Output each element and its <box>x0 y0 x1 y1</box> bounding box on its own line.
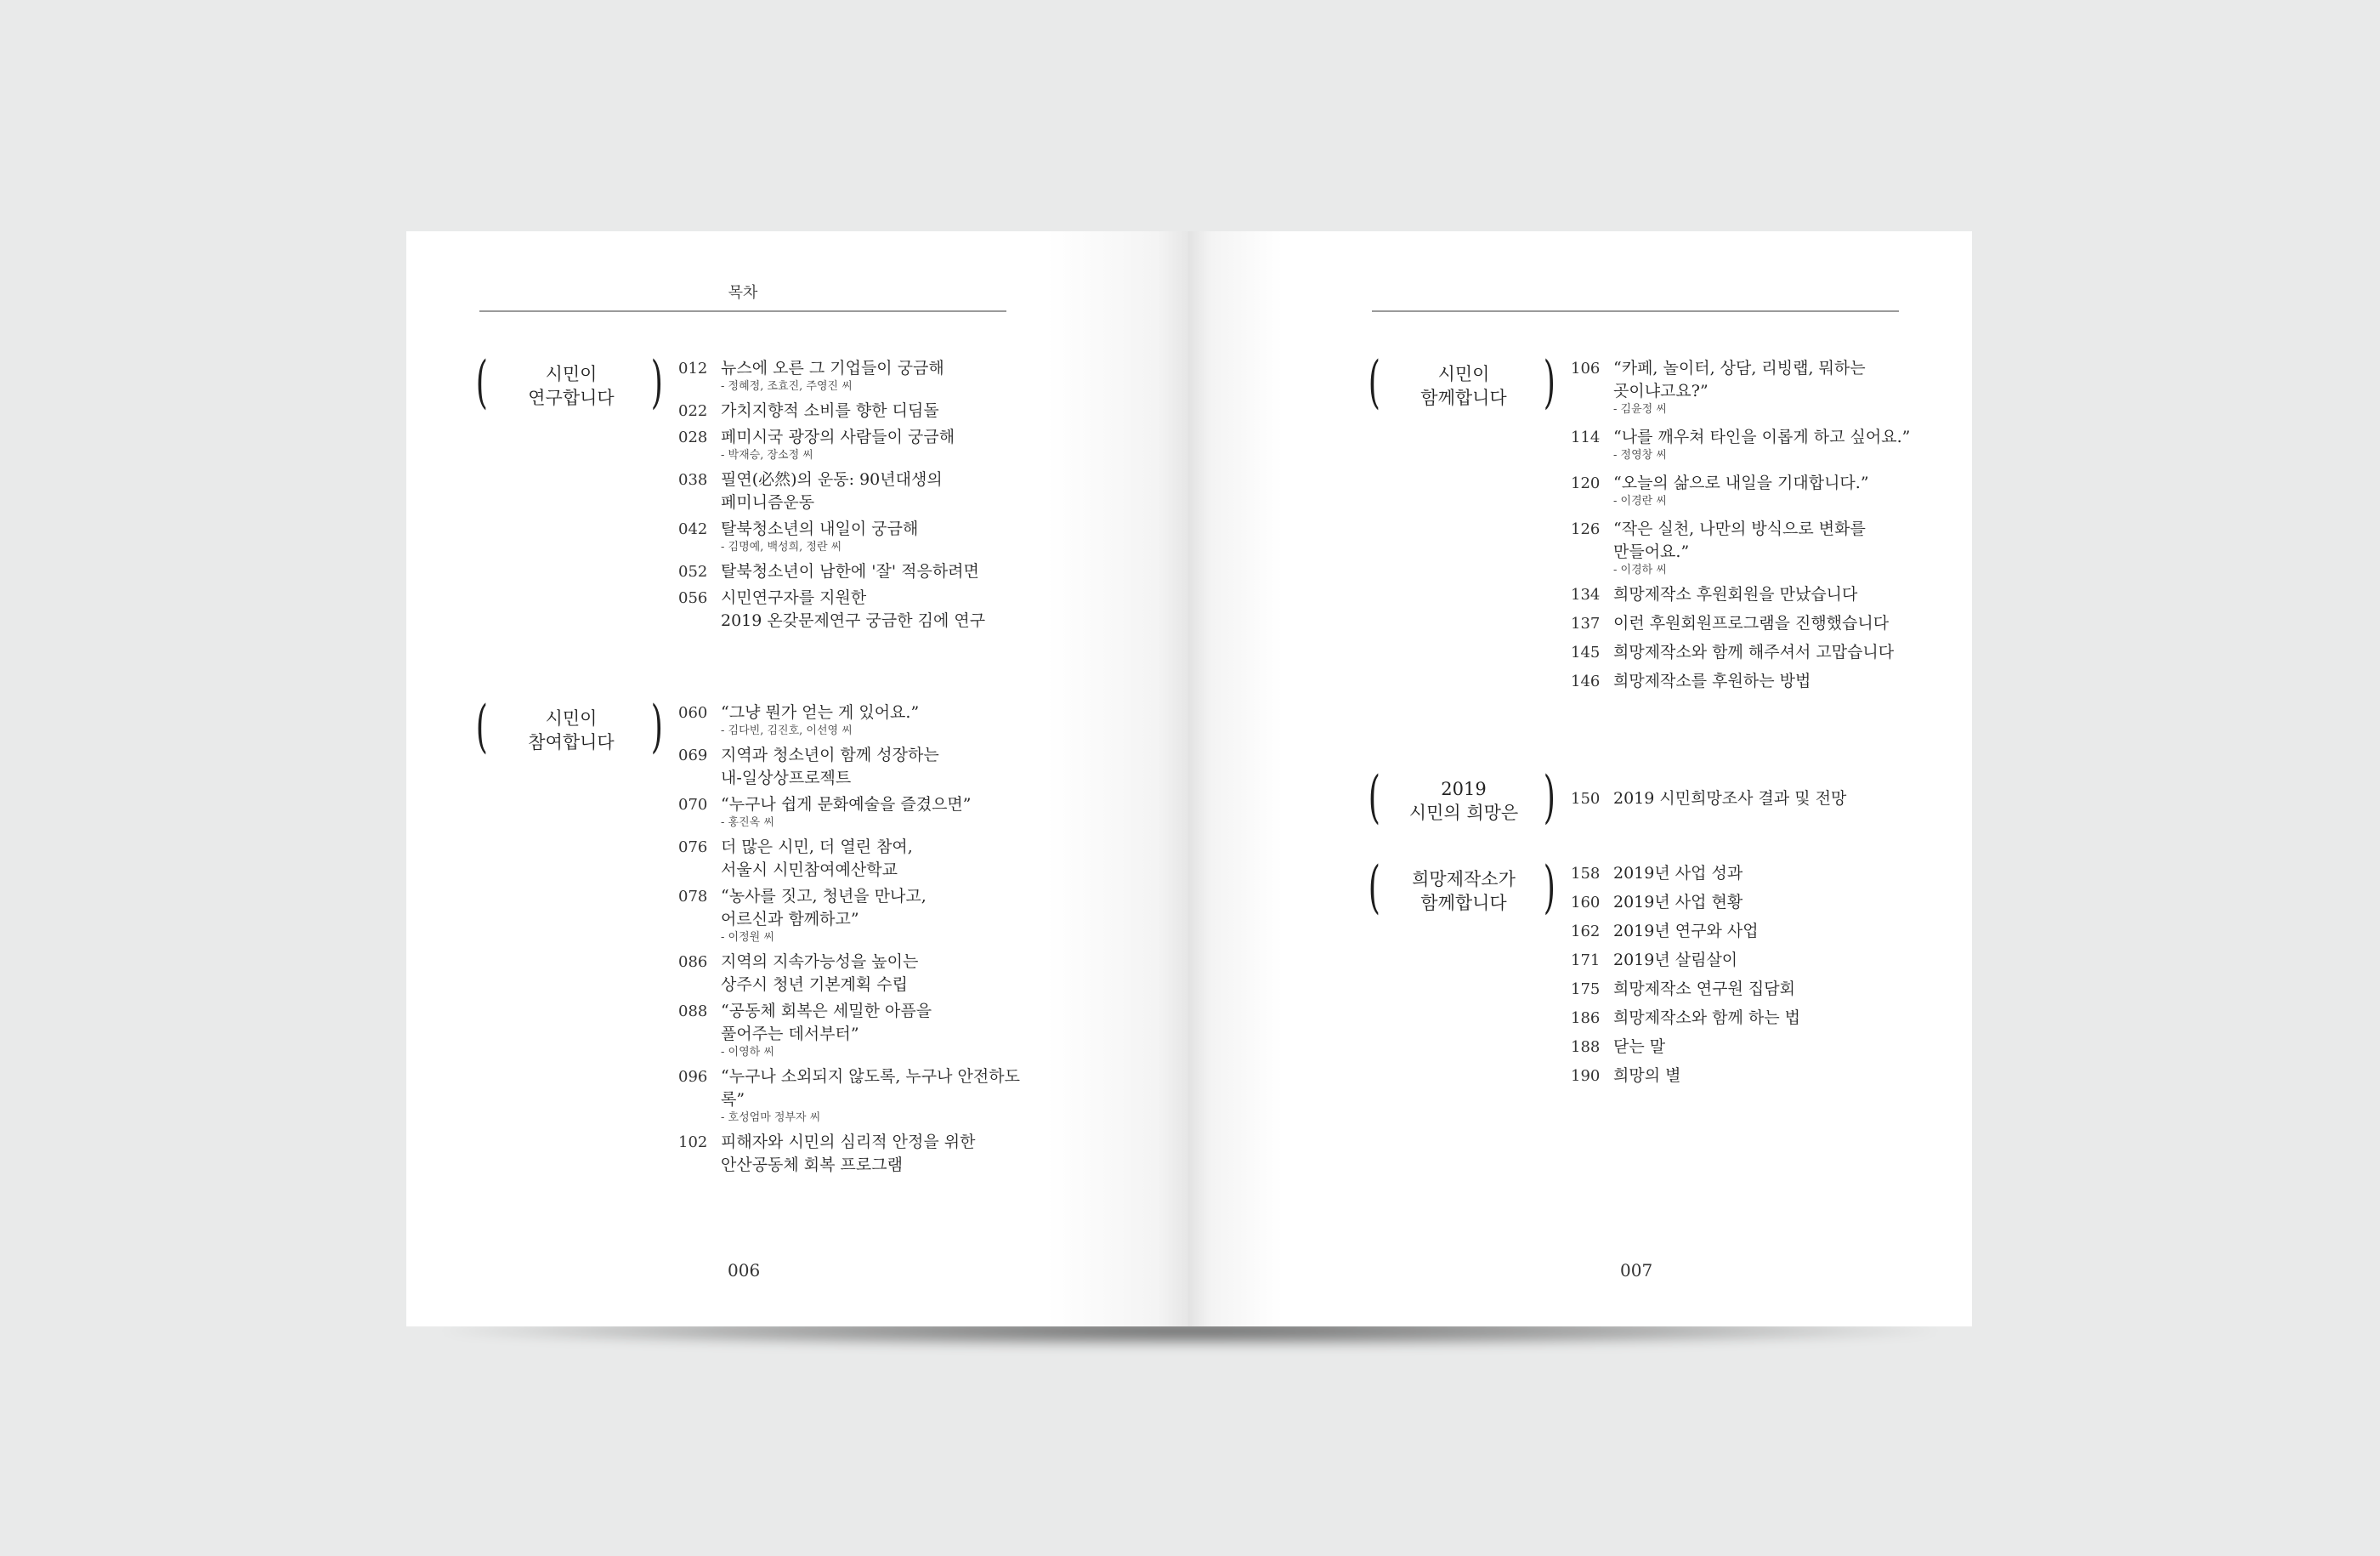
entry-title: “그냥 뭔가 얻는 게 있어요.” <box>721 703 920 722</box>
entry-title: 2019년 연구와 사업 <box>1613 922 1759 940</box>
section-heading <box>474 349 668 417</box>
section-heading <box>1367 764 1561 832</box>
page-number: 012 <box>678 360 708 378</box>
page-number: 162 <box>1571 923 1601 940</box>
page-number: 188 <box>1571 1038 1601 1056</box>
section-title: 시민이 연구합니다 <box>528 364 615 408</box>
section-title: 희망제작소가 함께합니다 <box>1412 869 1516 913</box>
toc-entry[interactable] <box>1571 612 1928 635</box>
entry-title: 페미시국 광장의 사람들이 궁금해 <box>721 428 955 446</box>
page-number: 060 <box>678 704 708 722</box>
toc-entry[interactable] <box>1571 670 1928 693</box>
entry-author: - 홍진옥 씨 <box>721 816 774 829</box>
toc-entry[interactable] <box>678 1000 1035 1060</box>
entry-author: - 정혜정, 조효진, 주영진 씨 <box>721 380 853 393</box>
entry-title: 지역과 청소년이 함께 성장하는 내-일상상프로젝트 <box>721 746 939 787</box>
entry-title: 뉴스에 오른 그 기업들이 궁금해 <box>721 359 944 378</box>
page-number: 042 <box>678 520 708 538</box>
header-rule <box>479 310 1006 312</box>
entry-title: 희망제작소와 함께 하는 법 <box>1613 1008 1801 1027</box>
entry-title: 희망제작소와 함께 해주셔서 고맙습니다 <box>1613 643 1895 662</box>
toc-entry[interactable] <box>1571 1036 1928 1059</box>
page-number: 038 <box>678 471 708 489</box>
open-paren: ( <box>475 694 488 759</box>
entry-author: - 박재승, 장소정 씨 <box>721 449 813 462</box>
entry-title: “누구나 소외되지 않도록, 누구나 안전하도록” <box>721 1067 1020 1109</box>
entry-title: 필연(必然)의 운동: 90년대생의 페미니즘운동 <box>721 470 943 512</box>
entry-author: - 김다빈, 김진호, 이선영 씨 <box>721 724 853 737</box>
toc-entry[interactable] <box>678 518 1035 555</box>
entry-title: 탈북청소년이 남한에 '잘' 적응하려면 <box>721 562 979 581</box>
page-number: 028 <box>678 429 708 446</box>
page-folio: 007 <box>1620 1260 1653 1281</box>
entry-title: 2019년 사업 성과 <box>1613 864 1743 883</box>
toc-entry[interactable] <box>678 951 1035 997</box>
toc-entry[interactable] <box>1571 891 1928 914</box>
entry-author: - 이경하 씨 <box>1613 564 1667 576</box>
entry-title: 2019년 살림살이 <box>1613 951 1738 969</box>
entry-title: “누구나 쉽게 문화예술을 즐겼으면” <box>721 795 972 814</box>
page-number: 158 <box>1571 865 1601 883</box>
entry-title: 2019년 사업 현황 <box>1613 893 1743 911</box>
section-title: 2019 시민의 희망은 <box>1408 779 1519 823</box>
toc-entry[interactable] <box>678 560 1035 583</box>
toc-entry[interactable] <box>1571 787 1928 810</box>
entry-author: - 이정원 씨 <box>721 931 774 944</box>
toc-entry[interactable] <box>678 357 1035 395</box>
section-heading <box>474 694 668 761</box>
entry-title: 희망제작소 연구원 집담회 <box>1613 980 1795 998</box>
page-number: 186 <box>1571 1009 1601 1027</box>
page-number: 114 <box>1571 429 1601 446</box>
page-number: 106 <box>1571 360 1601 378</box>
entry-title: “오늘의 삶으로 내일을 기대합니다.” <box>1613 474 1869 492</box>
entry-list <box>1571 787 1928 810</box>
page-number: 052 <box>678 563 708 581</box>
entry-title: 지역의 지속가능성을 높이는 상주시 청년 기본계획 수립 <box>721 952 919 994</box>
page-number: 102 <box>678 1133 708 1151</box>
entry-title: 시민연구자를 지원한 2019 온갖문제연구 궁금한 김에 연구 <box>721 588 986 630</box>
toc-entry[interactable] <box>678 469 1035 514</box>
toc-entry[interactable] <box>1571 426 1928 463</box>
toc-entry[interactable] <box>678 400 1035 423</box>
toc-entry[interactable] <box>1571 357 1928 417</box>
page-number: 076 <box>678 838 708 856</box>
page-number: 146 <box>1571 673 1601 690</box>
toc-entry[interactable] <box>1571 641 1928 664</box>
page-number: 137 <box>1571 615 1601 633</box>
entry-title: 희망제작소 후원회원을 만났습니다 <box>1613 585 1858 604</box>
toc-entry[interactable] <box>678 701 1035 739</box>
entry-title: 2019 시민희망조사 결과 및 전망 <box>1613 789 1847 808</box>
entry-title: “작은 실천, 나만의 방식으로 변화를 만들어요.” <box>1613 520 1866 561</box>
entry-title: “나를 깨우쳐 타인을 이롭게 하고 싶어요.” <box>1613 428 1911 446</box>
entry-title: 희망제작소를 후원하는 방법 <box>1613 672 1811 690</box>
entry-title: 희망의 별 <box>1613 1066 1681 1085</box>
open-paren: ( <box>1368 349 1380 415</box>
page-number: 145 <box>1571 644 1601 662</box>
entry-title: 피해자와 시민의 심리적 안정을 위한 안산공동체 회복 프로그램 <box>721 1133 976 1174</box>
section-title: 시민이 참여합니다 <box>528 708 615 752</box>
entry-title: 탈북청소년의 내일이 궁금해 <box>721 520 919 538</box>
entry-list <box>1571 862 1928 1087</box>
toc-entry[interactable] <box>1571 472 1928 509</box>
entry-author: - 정영창 씨 <box>1613 449 1667 462</box>
toc-entry[interactable] <box>1571 1007 1928 1030</box>
close-paren: ) <box>1544 349 1556 415</box>
page-number: 070 <box>678 796 708 814</box>
toc-entry[interactable] <box>678 885 1035 946</box>
entry-title: 더 많은 시민, 더 열린 참여, 서울시 시민참여예산학교 <box>721 838 913 879</box>
entry-title: “농사를 짓고, 청년을 만나고, 어르신과 함께하고” <box>721 887 926 928</box>
toc-entry[interactable] <box>678 426 1035 463</box>
entry-title: 가치지향적 소비를 향한 디딤돌 <box>721 401 939 420</box>
toc-entry[interactable] <box>678 836 1035 882</box>
toc-entry[interactable] <box>678 587 1035 633</box>
section-heading <box>1367 855 1561 922</box>
toc-entry[interactable] <box>1571 920 1928 943</box>
page-number: 150 <box>1571 790 1601 808</box>
entry-author: - 이영하 씨 <box>721 1046 774 1059</box>
toc-entry[interactable] <box>1571 978 1928 1001</box>
page-number: 078 <box>678 888 708 906</box>
open-paren: ( <box>1368 764 1380 830</box>
open-paren: ( <box>1368 855 1380 920</box>
page-folio: 006 <box>728 1260 761 1281</box>
left-page <box>406 231 1188 1326</box>
toc-entry[interactable] <box>678 1065 1035 1126</box>
close-paren: ) <box>1544 764 1556 830</box>
entry-author: - 김윤정 씨 <box>1613 403 1667 416</box>
entry-author: - 김명예, 백성희, 정란 씨 <box>721 541 842 554</box>
entry-list <box>678 357 1035 633</box>
page-number: 088 <box>678 1002 708 1020</box>
page-number: 069 <box>678 747 708 764</box>
entry-title: “카페, 놀이터, 상담, 리빙랩, 뭐하는 곳이냐고요?” <box>1613 359 1866 400</box>
entry-list <box>678 701 1035 1177</box>
close-paren: ) <box>1544 855 1556 920</box>
entry-author: - 호성엄마 정부자 씨 <box>721 1111 821 1124</box>
toc-entry[interactable] <box>1571 1065 1928 1087</box>
toc-entry[interactable] <box>1571 862 1928 885</box>
close-paren: ) <box>651 694 664 759</box>
page-number: 086 <box>678 953 708 971</box>
toc-entry[interactable] <box>678 793 1035 831</box>
entry-list <box>1571 357 1928 693</box>
page-number: 120 <box>1571 474 1601 492</box>
entry-title: “공동체 회복은 세밀한 아픔을 풀어주는 데서부터” <box>721 1002 932 1043</box>
header-rule <box>1372 310 1899 312</box>
right-page <box>1188 231 1972 1326</box>
page-number: 160 <box>1571 894 1601 911</box>
toc-entry[interactable] <box>1571 518 1928 578</box>
toc-entry[interactable] <box>1571 583 1928 606</box>
close-paren: ) <box>651 349 664 415</box>
entry-author: - 이경란 씨 <box>1613 495 1667 508</box>
entry-title: 이런 후원회원프로그램을 진행했습니다 <box>1613 614 1890 633</box>
section-title: 시민이 함께합니다 <box>1420 364 1507 408</box>
entry-title: 닫는 말 <box>1613 1037 1666 1056</box>
page-number: 126 <box>1571 520 1601 538</box>
page-number: 096 <box>678 1068 708 1086</box>
page-number: 022 <box>678 402 708 420</box>
page-number: 134 <box>1571 586 1601 604</box>
page-number: 056 <box>678 589 708 607</box>
open-paren: ( <box>475 349 488 415</box>
page-number: 175 <box>1571 980 1601 998</box>
page-number: 190 <box>1571 1067 1601 1085</box>
toc-header-title: 목차 <box>728 284 758 302</box>
section-heading <box>1367 349 1561 417</box>
toc-entry[interactable] <box>678 744 1035 790</box>
page-number: 171 <box>1571 951 1601 969</box>
toc-entry[interactable] <box>678 1131 1035 1177</box>
toc-entry[interactable] <box>1571 949 1928 972</box>
